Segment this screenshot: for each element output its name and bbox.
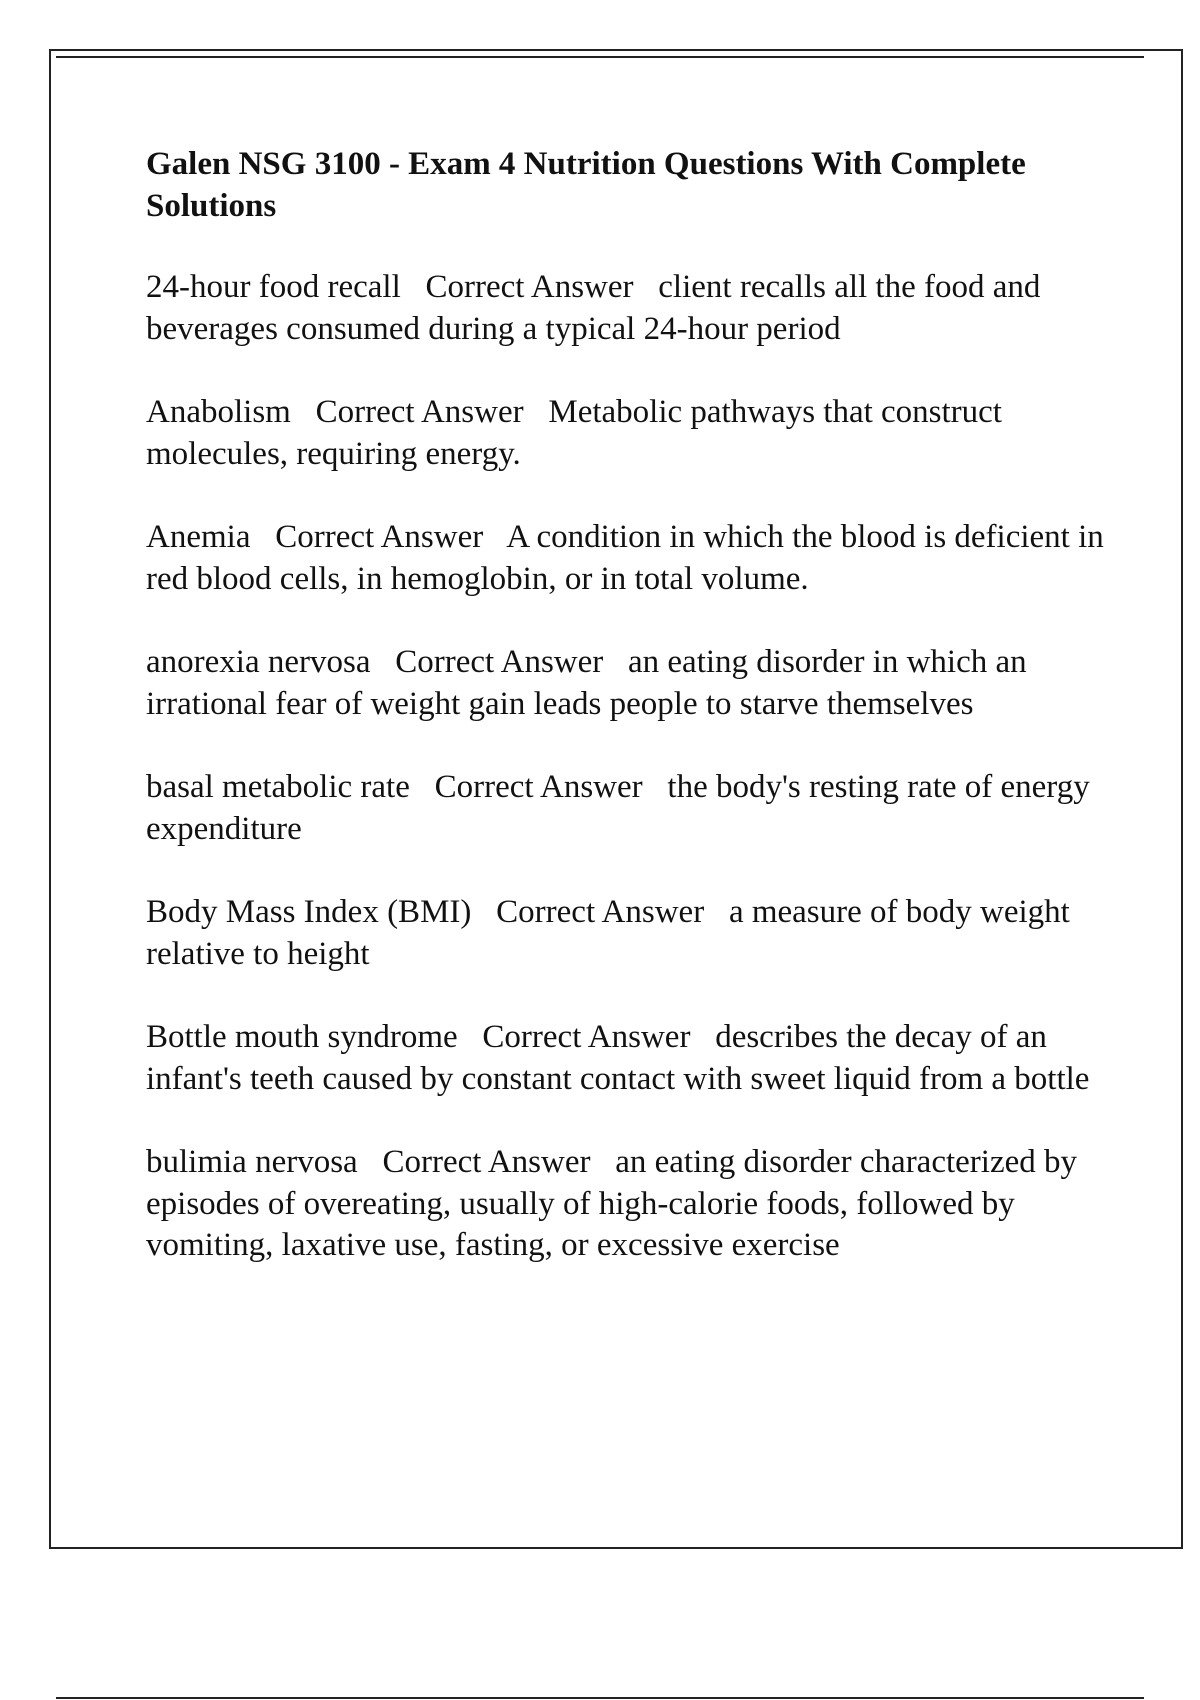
document-body [146, 143, 1106, 1309]
qa-entry [146, 392, 1106, 475]
entry-term: basal metabolic rate [146, 769, 410, 805]
entry-term: Anabolism [146, 394, 291, 430]
qa-entry [146, 642, 1106, 725]
qa-entry [146, 767, 1106, 850]
correct-answer-label: Correct Answer [382, 1144, 591, 1180]
correct-answer-label: Correct Answer [315, 394, 524, 430]
entry-term: 24-hour food recall [146, 269, 401, 305]
correct-answer-label: Correct Answer [275, 519, 484, 555]
correct-answer-label: Correct Answer [425, 269, 634, 305]
entry-term: bulimia nervosa [146, 1144, 358, 1180]
entry-answer: the body's resting rate of energy expenditure [146, 769, 1090, 847]
document-title: Galen NSG 3100 - Exam 4 Nutrition Questions With Complete Solutions [146, 146, 1026, 224]
qa-entry [146, 267, 1106, 350]
entry-answer: an eating disorder characterized by episodes of overeating, usually of high-calorie foods, followed by vomiting, laxative use, fasting, or excessive exercise [146, 1144, 1077, 1263]
entry-answer: client recalls all the food and beverages consumed during a typical 24-hour period [146, 269, 1041, 347]
entry-term: Bottle mouth syndrome [146, 1019, 458, 1055]
correct-answer-label: Correct Answer [434, 769, 643, 805]
correct-answer-label: Correct Answer [496, 894, 705, 930]
qa-entry [146, 1142, 1106, 1267]
qa-entry [146, 517, 1106, 600]
top-divider [56, 56, 1144, 58]
correct-answer-label: Correct Answer [482, 1019, 691, 1055]
entry-term: anorexia nervosa [146, 644, 371, 680]
correct-answer-label: Correct Answer [395, 644, 604, 680]
bottom-divider [56, 1697, 1144, 1699]
entry-term: Anemia [146, 519, 251, 555]
qa-entry [146, 1017, 1106, 1100]
entry-answer: A condition in which the blood is deficient in red blood cells, in hemoglobin, or in total volume. [146, 519, 1104, 597]
entry-answer: describes the decay of an infant's teeth caused by constant contact with sweet liquid from a bottle [146, 1019, 1090, 1097]
entry-answer: a measure of body weight relative to height [146, 894, 1070, 972]
entry-term: Body Mass Index (BMI) [146, 894, 472, 930]
qa-entry [146, 892, 1106, 975]
entry-answer: an eating disorder in which an irrational fear of weight gain leads people to starve themselves [146, 644, 1027, 722]
entry-answer: Metabolic pathways that construct molecules, requiring energy. [146, 394, 1002, 472]
